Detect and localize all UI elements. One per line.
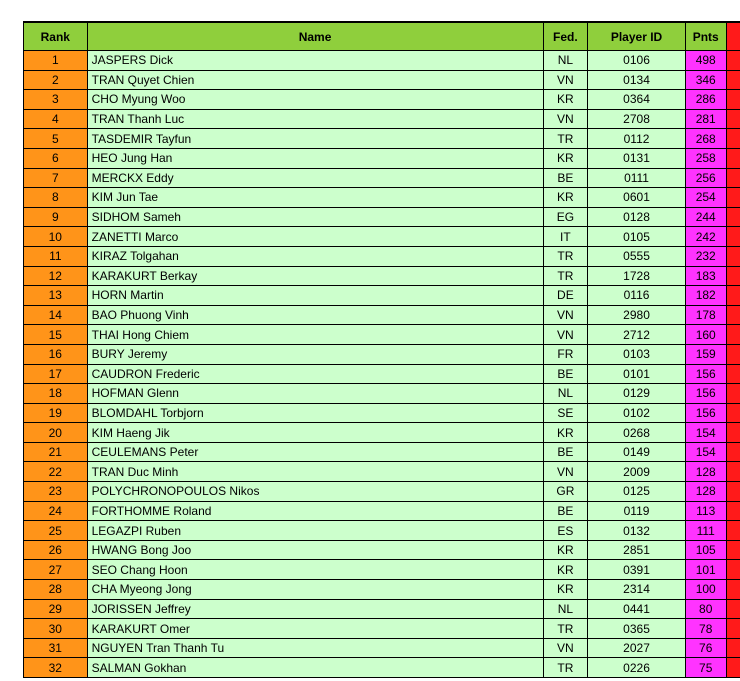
fed-cell: BE [543,442,588,462]
player-id-cell: 0129 [588,384,686,404]
table-row [24,188,740,208]
rank-cell: 2 [24,70,88,90]
extra-cell [726,521,740,541]
pnts-cell: 254 [685,188,726,208]
player-id-cell: 0128 [588,207,686,227]
rank-cell: 21 [24,442,88,462]
pnts-cell: 111 [685,521,726,541]
fed-cell: TR [543,658,588,678]
rank-cell: 4 [24,109,88,129]
fed-cell: KR [543,423,588,443]
name-cell: SEO Chang Hoon [87,560,543,580]
name-cell: JORISSEN Jeffrey [87,599,543,619]
fed-cell: BE [543,501,588,521]
extra-cell [726,501,740,521]
name-cell: NGUYEN Tran Thanh Tu [87,638,543,658]
ranking-table [23,21,740,678]
rank-cell: 24 [24,501,88,521]
fed-cell: KR [543,580,588,600]
extra-cell [726,168,740,188]
table-row [24,129,740,149]
rank-cell: 31 [24,638,88,658]
table-row [24,560,740,580]
extra-cell [726,658,740,678]
rank-cell: 19 [24,403,88,423]
table-row [24,462,740,482]
table-row [24,501,740,521]
column-header-fed: Fed. [543,22,588,51]
extra-cell [726,403,740,423]
extra-cell [726,148,740,168]
table-row [24,599,740,619]
name-cell: KIM Haeng Jik [87,423,543,443]
player-id-cell: 0131 [588,148,686,168]
fed-cell: VN [543,109,588,129]
rank-cell: 11 [24,246,88,266]
rank-cell: 27 [24,560,88,580]
table-row [24,266,740,286]
fed-cell: BE [543,168,588,188]
fed-cell: NL [543,599,588,619]
rank-cell: 32 [24,658,88,678]
extra-cell [726,246,740,266]
player-id-cell: 0119 [588,501,686,521]
pnts-cell: 498 [685,51,726,71]
table-row [24,90,740,110]
fed-cell: SE [543,403,588,423]
extra-cell [726,638,740,658]
extra-cell [726,109,740,129]
pnts-cell: 128 [685,482,726,502]
table-row [24,325,740,345]
rank-cell: 26 [24,540,88,560]
player-id-cell: 0106 [588,51,686,71]
table-row [24,51,740,71]
extra-cell [726,129,740,149]
player-id-cell: 0102 [588,403,686,423]
name-cell: THAI Hong Chiem [87,325,543,345]
rank-cell: 7 [24,168,88,188]
extra-cell [726,188,740,208]
player-id-cell: 0103 [588,344,686,364]
fed-cell: EG [543,207,588,227]
column-header-pnts: Pnts [685,22,726,51]
extra-cell [726,619,740,639]
rank-cell: 28 [24,580,88,600]
fed-cell: KR [543,560,588,580]
table-row [24,286,740,306]
table-row [24,168,740,188]
rank-cell: 14 [24,305,88,325]
rank-cell: 12 [24,266,88,286]
table-row [24,619,740,639]
extra-cell [726,540,740,560]
fed-cell: KR [543,188,588,208]
player-id-cell: 2712 [588,325,686,345]
table-row [24,540,740,560]
table-row [24,638,740,658]
pnts-cell: 101 [685,560,726,580]
pnts-cell: 258 [685,148,726,168]
extra-cell [726,423,740,443]
table-row [24,423,740,443]
fed-cell: BE [543,364,588,384]
name-cell: BLOMDAHL Torbjorn [87,403,543,423]
name-cell: CHA Myeong Jong [87,580,543,600]
rank-cell: 6 [24,148,88,168]
rank-cell: 16 [24,344,88,364]
rank-cell: 13 [24,286,88,306]
extra-cell [726,344,740,364]
player-id-cell: 0116 [588,286,686,306]
name-cell: KARAKURT Omer [87,619,543,639]
fed-cell: DE [543,286,588,306]
player-id-cell: 0391 [588,560,686,580]
name-cell: KIM Jun Tae [87,188,543,208]
pnts-cell: 78 [685,619,726,639]
pnts-cell: 156 [685,403,726,423]
name-cell: KARAKURT Berkay [87,266,543,286]
player-id-cell: 0149 [588,442,686,462]
player-id-cell: 2027 [588,638,686,658]
rank-cell: 30 [24,619,88,639]
table-row [24,482,740,502]
fed-cell: TR [543,266,588,286]
pnts-cell: 76 [685,638,726,658]
extra-cell [726,580,740,600]
player-id-cell: 0112 [588,129,686,149]
table-row [24,442,740,462]
pnts-cell: 242 [685,227,726,247]
fed-cell: TR [543,129,588,149]
pnts-cell: 113 [685,501,726,521]
rank-cell: 5 [24,129,88,149]
pnts-cell: 156 [685,364,726,384]
player-id-cell: 0134 [588,70,686,90]
pnts-cell: 232 [685,246,726,266]
fed-cell: NL [543,384,588,404]
player-id-cell: 0125 [588,482,686,502]
fed-cell: TR [543,619,588,639]
name-cell: SIDHOM Sameh [87,207,543,227]
rank-cell: 1 [24,51,88,71]
rank-cell: 3 [24,90,88,110]
player-id-cell: 0441 [588,599,686,619]
rank-cell: 29 [24,599,88,619]
pnts-cell: 182 [685,286,726,306]
pnts-cell: 105 [685,540,726,560]
player-id-cell: 0101 [588,364,686,384]
pnts-cell: 281 [685,109,726,129]
name-cell: JASPERS Dick [87,51,543,71]
table-row [24,658,740,678]
rank-cell: 20 [24,423,88,443]
table-body [24,51,740,678]
name-cell: HOFMAN Glenn [87,384,543,404]
fed-cell: VN [543,462,588,482]
table-row [24,70,740,90]
name-cell: KIRAZ Tolgahan [87,246,543,266]
name-cell: ZANETTI Marco [87,227,543,247]
extra-cell [726,560,740,580]
player-id-cell: 2314 [588,580,686,600]
pnts-cell: 159 [685,344,726,364]
fed-cell: VN [543,70,588,90]
player-id-cell: 0555 [588,246,686,266]
name-cell: SALMAN Gokhan [87,658,543,678]
rank-cell: 18 [24,384,88,404]
pnts-cell: 128 [685,462,726,482]
pnts-cell: 256 [685,168,726,188]
table-row [24,384,740,404]
name-cell: LEGAZPI Ruben [87,521,543,541]
column-header-rank: Rank [24,22,88,51]
name-cell: CEULEMANS Peter [87,442,543,462]
pnts-cell: 244 [685,207,726,227]
column-header-name: Name [87,22,543,51]
table-row [24,305,740,325]
table-row [24,364,740,384]
player-id-cell: 0105 [588,227,686,247]
name-cell: BURY Jeremy [87,344,543,364]
name-cell: TRAN Thanh Luc [87,109,543,129]
fed-cell: VN [543,638,588,658]
extra-cell [726,325,740,345]
name-cell: BAO Phuong Vinh [87,305,543,325]
ranking-table-container [23,21,740,678]
extra-cell [726,51,740,71]
fed-cell: KR [543,90,588,110]
fed-cell: VN [543,325,588,345]
fed-cell: TR [543,246,588,266]
extra-cell [726,462,740,482]
extra-cell [726,286,740,306]
pnts-cell: 154 [685,442,726,462]
player-id-cell: 2851 [588,540,686,560]
fed-cell: KR [543,540,588,560]
fed-cell: GR [543,482,588,502]
name-cell: HEO Jung Han [87,148,543,168]
rank-cell: 8 [24,188,88,208]
player-id-cell: 0268 [588,423,686,443]
player-id-cell: 0601 [588,188,686,208]
player-id-cell: 0226 [588,658,686,678]
fed-cell: NL [543,51,588,71]
name-cell: HWANG Bong Joo [87,540,543,560]
table-row [24,109,740,129]
rank-cell: 10 [24,227,88,247]
name-cell: TRAN Quyet Chien [87,70,543,90]
name-cell: TRAN Duc Minh [87,462,543,482]
column-header-extra [726,22,740,51]
extra-cell [726,599,740,619]
player-id-cell: 0111 [588,168,686,188]
pnts-cell: 183 [685,266,726,286]
pnts-cell: 80 [685,599,726,619]
table-row [24,148,740,168]
rank-cell: 17 [24,364,88,384]
pnts-cell: 178 [685,305,726,325]
pnts-cell: 100 [685,580,726,600]
pnts-cell: 156 [685,384,726,404]
table-row [24,521,740,541]
rank-cell: 22 [24,462,88,482]
extra-cell [726,364,740,384]
fed-cell: VN [543,305,588,325]
table-row [24,344,740,364]
table-row [24,207,740,227]
pnts-cell: 154 [685,423,726,443]
player-id-cell: 1728 [588,266,686,286]
fed-cell: IT [543,227,588,247]
fed-cell: ES [543,521,588,541]
extra-cell [726,90,740,110]
rank-cell: 9 [24,207,88,227]
player-id-cell: 2009 [588,462,686,482]
extra-cell [726,482,740,502]
name-cell: CAUDRON Frederic [87,364,543,384]
rank-cell: 25 [24,521,88,541]
name-cell: HORN Martin [87,286,543,306]
player-id-cell: 2980 [588,305,686,325]
rank-cell: 23 [24,482,88,502]
extra-cell [726,384,740,404]
extra-cell [726,305,740,325]
player-id-cell: 2708 [588,109,686,129]
table-row [24,246,740,266]
player-id-cell: 0365 [588,619,686,639]
table-header-row [24,22,740,51]
fed-cell: FR [543,344,588,364]
extra-cell [726,70,740,90]
player-id-cell: 0364 [588,90,686,110]
pnts-cell: 286 [685,90,726,110]
name-cell: FORTHOMME Roland [87,501,543,521]
extra-cell [726,227,740,247]
pnts-cell: 160 [685,325,726,345]
table-row [24,580,740,600]
rank-cell: 15 [24,325,88,345]
extra-cell [726,442,740,462]
player-id-cell: 0132 [588,521,686,541]
extra-cell [726,207,740,227]
table-row [24,403,740,423]
pnts-cell: 346 [685,70,726,90]
fed-cell: KR [543,148,588,168]
column-header-player-id: Player ID [588,22,686,51]
name-cell: TASDEMIR Tayfun [87,129,543,149]
extra-cell [726,266,740,286]
name-cell: MERCKX Eddy [87,168,543,188]
pnts-cell: 75 [685,658,726,678]
pnts-cell: 268 [685,129,726,149]
name-cell: POLYCHRONOPOULOS Nikos [87,482,543,502]
name-cell: CHO Myung Woo [87,90,543,110]
table-row [24,227,740,247]
